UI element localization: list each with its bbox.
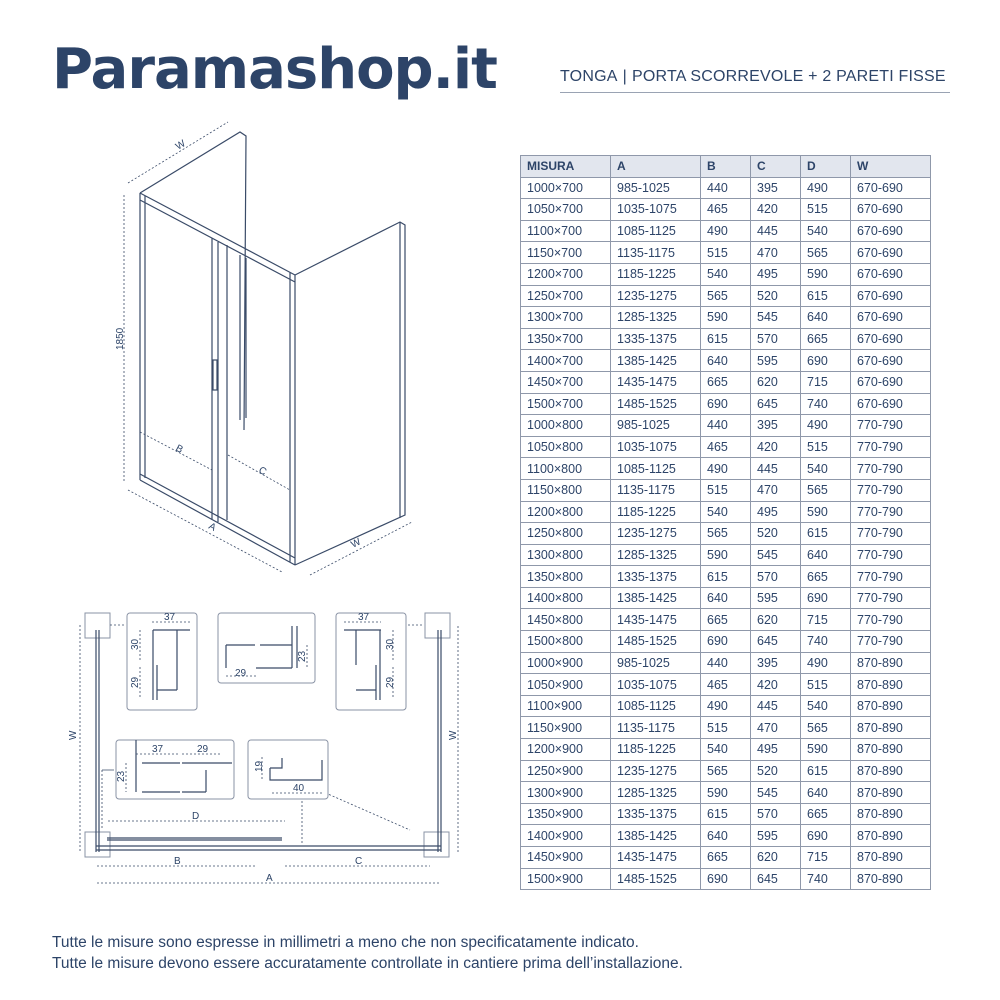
- table-cell: 1200×800: [521, 501, 611, 523]
- table-cell: 1435-1475: [611, 609, 701, 631]
- plan-c-label: C: [355, 856, 363, 867]
- table-cell: 670-690: [851, 177, 931, 199]
- table-cell: 1150×700: [521, 242, 611, 264]
- detail-mr-width: 40: [293, 783, 305, 794]
- table-cell: 1000×700: [521, 177, 611, 199]
- table-cell: 670-690: [851, 307, 931, 329]
- table-cell: 665: [701, 609, 751, 631]
- detail-tc-width: 29: [235, 668, 247, 679]
- table-cell: 770-790: [851, 415, 931, 437]
- table-row: [521, 307, 931, 329]
- brand-logo: Paramashop.it: [52, 37, 497, 102]
- detail-top-left: [127, 612, 197, 710]
- table-cell: 1300×700: [521, 307, 611, 329]
- table-cell: 665: [801, 566, 851, 588]
- table-cell: 590: [801, 739, 851, 761]
- table-cell: 1135-1175: [611, 242, 701, 264]
- table-cell: 645: [751, 393, 801, 415]
- table-cell: 740: [801, 393, 851, 415]
- table-cell: 615: [801, 523, 851, 545]
- table-cell: 770-790: [851, 436, 931, 458]
- iso-a-label: A: [206, 520, 218, 534]
- detail-middle-left: [116, 740, 234, 799]
- table-row: [521, 631, 931, 653]
- detail-tc-height: 23: [297, 650, 308, 662]
- table-cell: 690: [801, 350, 851, 372]
- detail-top-right: [336, 612, 406, 710]
- table-cell: 465: [701, 199, 751, 221]
- table-cell: 640: [701, 825, 751, 847]
- table-row: [521, 393, 931, 415]
- table-cell: 715: [801, 371, 851, 393]
- table-cell: 1235-1275: [611, 523, 701, 545]
- column-header: D: [801, 156, 851, 178]
- table-cell: 440: [701, 652, 751, 674]
- table-cell: 565: [701, 285, 751, 307]
- table-cell: 615: [801, 760, 851, 782]
- table-row: [521, 609, 931, 631]
- table-cell: 665: [701, 371, 751, 393]
- detail-ml-w2: 29: [197, 744, 209, 755]
- iso-c-label: C: [256, 464, 269, 479]
- table-row: [521, 263, 931, 285]
- column-header: W: [851, 156, 931, 178]
- table-cell: 715: [801, 847, 851, 869]
- table-cell: 590: [701, 307, 751, 329]
- table-row: [521, 177, 931, 199]
- title-separator: |: [622, 68, 627, 85]
- model-name: TONGA: [560, 68, 618, 85]
- table-cell: 1200×900: [521, 739, 611, 761]
- table-cell: 715: [801, 609, 851, 631]
- table-cell: 1385-1425: [611, 587, 701, 609]
- table-cell: 590: [701, 544, 751, 566]
- table-row: [521, 458, 931, 480]
- table-cell: 770-790: [851, 609, 931, 631]
- table-cell: 1450×900: [521, 847, 611, 869]
- table-cell: 1285-1325: [611, 782, 701, 804]
- table-row: [521, 350, 931, 372]
- table-cell: 985-1025: [611, 652, 701, 674]
- table-cell: 1485-1525: [611, 868, 701, 890]
- table-cell: 515: [801, 199, 851, 221]
- table-cell: 645: [751, 631, 801, 653]
- table-cell: 640: [801, 782, 851, 804]
- table-cell: 545: [751, 782, 801, 804]
- table-row: [521, 782, 931, 804]
- table-cell: 515: [701, 242, 751, 264]
- table-cell: 395: [751, 652, 801, 674]
- table-cell: 870-890: [851, 695, 931, 717]
- table-cell: 620: [751, 847, 801, 869]
- table-cell: 1100×900: [521, 695, 611, 717]
- table-cell: 490: [801, 415, 851, 437]
- table-row: [521, 199, 931, 221]
- table-cell: 515: [801, 436, 851, 458]
- table-cell: 1350×700: [521, 328, 611, 350]
- table-cell: 540: [801, 220, 851, 242]
- table-cell: 420: [751, 674, 801, 696]
- dimensions-table: [520, 155, 931, 890]
- table-row: [521, 242, 931, 264]
- table-cell: 1435-1475: [611, 847, 701, 869]
- note-line: Tutte le misure sono espresse in millimetri a meno che non specificatamente indicato.: [52, 934, 639, 951]
- table-cell: 665: [801, 803, 851, 825]
- table-cell: 1050×700: [521, 199, 611, 221]
- table-cell: 570: [751, 566, 801, 588]
- table-cell: 1350×800: [521, 566, 611, 588]
- table-cell: 520: [751, 760, 801, 782]
- table-cell: 445: [751, 458, 801, 480]
- table-cell: 870-890: [851, 717, 931, 739]
- table-cell: 1300×900: [521, 782, 611, 804]
- table-cell: 1085-1125: [611, 220, 701, 242]
- table-row: [521, 825, 931, 847]
- table-cell: 740: [801, 631, 851, 653]
- iso-w-top-label: W: [173, 138, 188, 153]
- table-cell: 570: [751, 328, 801, 350]
- table-cell: 1500×700: [521, 393, 611, 415]
- table-cell: 565: [801, 242, 851, 264]
- table-cell: 620: [751, 609, 801, 631]
- table-cell: 495: [751, 739, 801, 761]
- table-row: [521, 371, 931, 393]
- table-cell: 515: [801, 674, 851, 696]
- table-row: [521, 415, 931, 437]
- iso-height-label: 1850: [115, 327, 126, 350]
- table-row: [521, 285, 931, 307]
- detail-top-center: [218, 613, 315, 683]
- table-cell: 1085-1125: [611, 695, 701, 717]
- table-cell: 615: [701, 328, 751, 350]
- table-cell: 770-790: [851, 566, 931, 588]
- table-cell: 640: [701, 587, 751, 609]
- table-row: [521, 523, 931, 545]
- table-cell: 1450×700: [521, 371, 611, 393]
- table-cell: 690: [701, 393, 751, 415]
- table-cell: 470: [751, 242, 801, 264]
- table-row: [521, 566, 931, 588]
- table-cell: 1235-1275: [611, 760, 701, 782]
- table-cell: 670-690: [851, 328, 931, 350]
- table-cell: 770-790: [851, 544, 931, 566]
- table-cell: 445: [751, 220, 801, 242]
- table-cell: 1335-1375: [611, 566, 701, 588]
- product-description: PORTA SCORREVOLE + 2 PARETI FISSE: [631, 68, 946, 85]
- table-cell: 640: [701, 350, 751, 372]
- table-cell: 690: [801, 825, 851, 847]
- table-cell: 770-790: [851, 631, 931, 653]
- column-header: C: [751, 156, 801, 178]
- table-cell: 670-690: [851, 393, 931, 415]
- table-cell: 565: [701, 760, 751, 782]
- table-cell: 565: [801, 717, 851, 739]
- detail-tr-width: 37: [358, 612, 370, 623]
- plan-b-label: B: [174, 856, 181, 867]
- plan-drawing: [68, 612, 459, 884]
- table-cell: 495: [751, 263, 801, 285]
- table-cell: 770-790: [851, 501, 931, 523]
- table-cell: 1385-1425: [611, 825, 701, 847]
- table-cell: 420: [751, 436, 801, 458]
- table-cell: 620: [751, 371, 801, 393]
- table-row: [521, 220, 931, 242]
- table-header-row: [521, 156, 931, 178]
- table-cell: 570: [751, 803, 801, 825]
- table-cell: 770-790: [851, 587, 931, 609]
- table-cell: 1250×800: [521, 523, 611, 545]
- table-row: [521, 501, 931, 523]
- table-cell: 490: [701, 458, 751, 480]
- table-cell: 1250×900: [521, 760, 611, 782]
- table-cell: 870-890: [851, 868, 931, 890]
- table-cell: 1100×700: [521, 220, 611, 242]
- table-cell: 870-890: [851, 782, 931, 804]
- table-row: [521, 587, 931, 609]
- table-cell: 870-890: [851, 674, 931, 696]
- table-cell: 1200×700: [521, 263, 611, 285]
- iso-w-side-label: W: [349, 536, 363, 551]
- table-cell: 1085-1125: [611, 458, 701, 480]
- table-cell: 1050×800: [521, 436, 611, 458]
- table-cell: 615: [701, 566, 751, 588]
- table-cell: 540: [801, 458, 851, 480]
- table-cell: 1285-1325: [611, 307, 701, 329]
- table-cell: 1485-1525: [611, 393, 701, 415]
- table-cell: 540: [801, 695, 851, 717]
- table-cell: 465: [701, 436, 751, 458]
- table-cell: 770-790: [851, 479, 931, 501]
- table-cell: 670-690: [851, 242, 931, 264]
- detail-ml-height: 23: [116, 770, 127, 782]
- table-cell: 1400×800: [521, 587, 611, 609]
- table-cell: 565: [701, 523, 751, 545]
- detail-middle-right: [248, 740, 328, 799]
- table-cell: 1500×800: [521, 631, 611, 653]
- table-cell: 1450×800: [521, 609, 611, 631]
- table-cell: 870-890: [851, 803, 931, 825]
- table-cell: 520: [751, 523, 801, 545]
- table-cell: 515: [701, 479, 751, 501]
- table-cell: 490: [801, 177, 851, 199]
- table-cell: 1350×900: [521, 803, 611, 825]
- table-cell: 1000×900: [521, 652, 611, 674]
- table-cell: 670-690: [851, 220, 931, 242]
- table-cell: 1035-1075: [611, 674, 701, 696]
- table-cell: 595: [751, 350, 801, 372]
- table-row: [521, 847, 931, 869]
- table-cell: 670-690: [851, 199, 931, 221]
- table-row: [521, 803, 931, 825]
- table-cell: 470: [751, 717, 801, 739]
- table-cell: 1235-1275: [611, 285, 701, 307]
- table-cell: 1400×900: [521, 825, 611, 847]
- detail-mr-height: 19: [254, 760, 265, 772]
- table-cell: 420: [751, 199, 801, 221]
- table-row: [521, 479, 931, 501]
- isometric-drawing: [115, 122, 412, 575]
- table-cell: 690: [701, 631, 751, 653]
- table-cell: 1150×900: [521, 717, 611, 739]
- table-cell: 595: [751, 825, 801, 847]
- table-cell: 1185-1225: [611, 739, 701, 761]
- plan-d-label: D: [192, 811, 200, 822]
- plan-a-label: A: [266, 873, 273, 884]
- table-row: [521, 717, 931, 739]
- table-cell: 590: [801, 263, 851, 285]
- detail-tr-h2: 29: [385, 676, 396, 688]
- iso-b-label: B: [173, 442, 185, 456]
- table-cell: 590: [701, 782, 751, 804]
- table-cell: 770-790: [851, 523, 931, 545]
- table-cell: 440: [701, 177, 751, 199]
- table-row: [521, 695, 931, 717]
- table-cell: 870-890: [851, 847, 931, 869]
- table-row: [521, 739, 931, 761]
- column-header: A: [611, 156, 701, 178]
- table-cell: 690: [801, 587, 851, 609]
- table-cell: 515: [701, 717, 751, 739]
- note-line: Tutte le misure devono essere accuratamente controllate in cantiere prima dell’installazione.: [52, 955, 683, 972]
- plan-w-left-label: W: [68, 730, 79, 740]
- table-cell: 1250×700: [521, 285, 611, 307]
- table-cell: 470: [751, 479, 801, 501]
- table-cell: 690: [701, 868, 751, 890]
- table-cell: 445: [751, 695, 801, 717]
- table-row: [521, 868, 931, 890]
- table-cell: 615: [701, 803, 751, 825]
- table-cell: 1000×800: [521, 415, 611, 437]
- table-cell: 545: [751, 307, 801, 329]
- table-cell: 1150×800: [521, 479, 611, 501]
- table-cell: 1485-1525: [611, 631, 701, 653]
- table-cell: 870-890: [851, 652, 931, 674]
- table-cell: 1135-1175: [611, 479, 701, 501]
- table-cell: 665: [801, 328, 851, 350]
- table-cell: 495: [751, 501, 801, 523]
- table-row: [521, 652, 931, 674]
- table-cell: 540: [701, 263, 751, 285]
- column-header: B: [701, 156, 751, 178]
- table-cell: 870-890: [851, 760, 931, 782]
- table-row: [521, 436, 931, 458]
- table-cell: 395: [751, 177, 801, 199]
- table-cell: 1035-1075: [611, 199, 701, 221]
- table-cell: 985-1025: [611, 415, 701, 437]
- table-cell: 870-890: [851, 825, 931, 847]
- table-cell: 1185-1225: [611, 263, 701, 285]
- table-cell: 1035-1075: [611, 436, 701, 458]
- table-cell: 590: [801, 501, 851, 523]
- table-cell: 395: [751, 415, 801, 437]
- table-cell: 1335-1375: [611, 803, 701, 825]
- table-cell: 1400×700: [521, 350, 611, 372]
- table-cell: 870-890: [851, 739, 931, 761]
- table-cell: 1500×900: [521, 868, 611, 890]
- table-cell: 1435-1475: [611, 371, 701, 393]
- table-cell: 645: [751, 868, 801, 890]
- table-cell: 670-690: [851, 263, 931, 285]
- table-row: [521, 544, 931, 566]
- table-cell: 1335-1375: [611, 328, 701, 350]
- table-cell: 740: [801, 868, 851, 890]
- detail-tr-h1: 30: [385, 638, 396, 650]
- detail-ml-w1: 37: [152, 744, 164, 755]
- table-cell: 770-790: [851, 458, 931, 480]
- table-row: [521, 760, 931, 782]
- table-cell: 640: [801, 307, 851, 329]
- column-header: MISURA: [521, 156, 611, 178]
- table-cell: 1100×800: [521, 458, 611, 480]
- detail-tl-width: 37: [164, 612, 176, 623]
- table-row: [521, 674, 931, 696]
- table-cell: 520: [751, 285, 801, 307]
- table-cell: 670-690: [851, 350, 931, 372]
- table-cell: 490: [701, 695, 751, 717]
- table-cell: 545: [751, 544, 801, 566]
- table-cell: 490: [701, 220, 751, 242]
- table-cell: 1385-1425: [611, 350, 701, 372]
- table-cell: 640: [801, 544, 851, 566]
- table-cell: 1285-1325: [611, 544, 701, 566]
- table-cell: 540: [701, 501, 751, 523]
- table-cell: 615: [801, 285, 851, 307]
- table-cell: 540: [701, 739, 751, 761]
- table-cell: 565: [801, 479, 851, 501]
- table-cell: 1185-1225: [611, 501, 701, 523]
- table-cell: 465: [701, 674, 751, 696]
- table-cell: 1135-1175: [611, 717, 701, 739]
- table-cell: 440: [701, 415, 751, 437]
- plan-w-right-label: W: [448, 730, 459, 740]
- table-cell: 490: [801, 652, 851, 674]
- detail-tl-h1: 30: [130, 638, 141, 650]
- table-cell: 670-690: [851, 371, 931, 393]
- table-cell: 1300×800: [521, 544, 611, 566]
- table-cell: 595: [751, 587, 801, 609]
- table-cell: 665: [701, 847, 751, 869]
- notes: [52, 932, 683, 974]
- table-cell: 1050×900: [521, 674, 611, 696]
- detail-tl-h2: 29: [130, 676, 141, 688]
- table-cell: 670-690: [851, 285, 931, 307]
- table-row: [521, 328, 931, 350]
- table-cell: 985-1025: [611, 177, 701, 199]
